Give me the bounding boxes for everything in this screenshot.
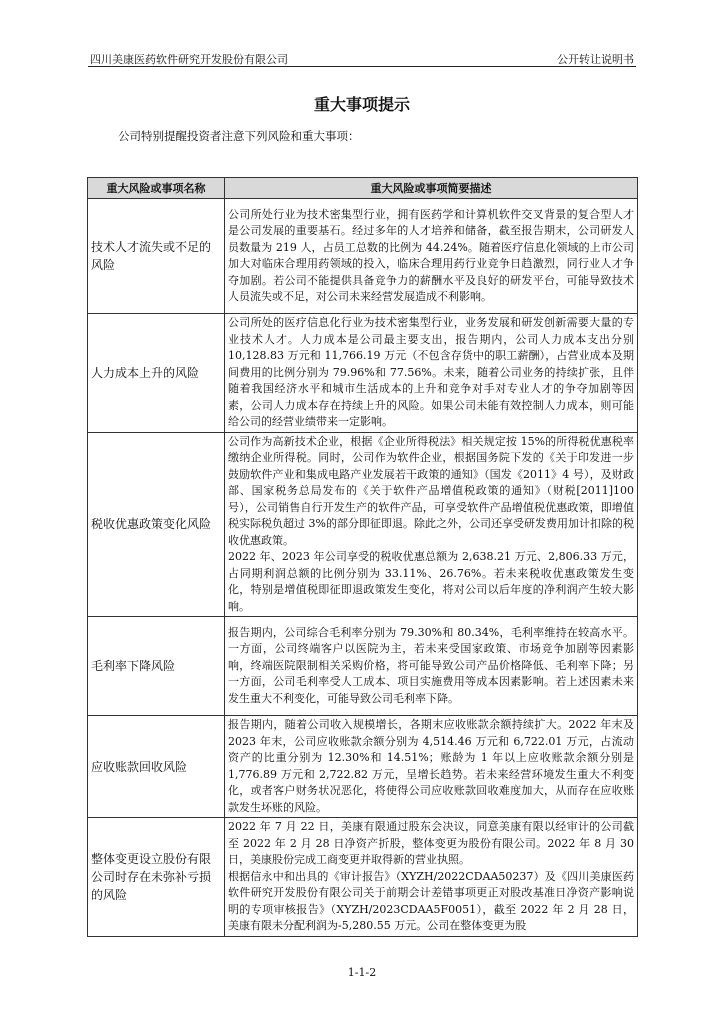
table-row [88, 314, 638, 433]
risk-desc [225, 818, 638, 937]
page-number: 1-1-2 [347, 966, 377, 979]
risk-desc-para-1: 2022 年 7 月 22 日，美康有限通过股东会决议，同意美康有限以经审计的公司截至 2022 年 2 月 28 日净资产折股，整体变更为股份有限公司。2022 年 8 月 30 日，美康股份完成工商变更并取得新的营业执照。 [228, 820, 634, 866]
risk-name: 毛利率下降风险 [88, 617, 225, 716]
header-doc-type: 公开转让说明书 [557, 53, 634, 66]
risk-name: 应收账款回收风险 [88, 716, 225, 818]
risk-desc: 公司所处的医疗信息化行业为技术密集型行业，业务发展和研发创新需要大量的专业技术人才。人力成本是公司最主要支出，报告期内，公司人力成本支出分别 10,128.83 万元和 11,766.19 万元（不包含存货中的职工薪酬），占营业成本及期间费用的比例分别为 79.96%和 77.56%。未来，随着公司业务的持续扩张，且伴随着我国经济水平和城市生活成本的上升和竞争对手对专业人才的争夺加剧等因素，公司人力成本存在持续上升的风险。如果公司未能有效控制人力成本，则可能给公司的经营业绩带来一定影响。 [225, 314, 638, 433]
table-row [88, 432, 638, 617]
risk-desc: 公司所处行业为技术密集型行业，拥有医药学和计算机软件交叉背景的复合型人才是公司发展的重要基石。经过多年的人才培养和储备，截至报告期末，公司研发人员数量为 219 人，占员工总数的比例为 44.24%。随着医疗信息化领域的上市公司加大对临床合理用药领域的投入，临床合理用药行业竞争日趋激烈，同行业人才争夺加剧。若公司不能提供具备竞争力的薪酬水平及良好的研发平台，可能导致技术人员流失或不足，对公司未来经营发展造成不利影响。 [225, 199, 638, 314]
table-row [88, 617, 638, 716]
table-row [88, 199, 638, 314]
risk-desc-para-2: 2022 年、2023 年公司享受的税收优惠总额为 2,638.21 万元、2,806.33 万元，占同期利润总额的比例分别为 33.11%、26.76%。若未来税收优惠政策发生变化，特别是增值税即征即退政策发生变化，将对公司以后年度的净利润产生较大影响。 [228, 550, 634, 613]
risk-desc [225, 432, 638, 617]
risk-name: 技术人才流失或不足的风险 [88, 199, 225, 314]
col-header-desc: 重大风险或事项简要描述 [225, 178, 638, 199]
col-header-name: 重大风险或事项名称 [88, 178, 225, 199]
risk-desc-para-2: 根据信永中和出具的《审计报告》（XYZH/2022CDAA50237）及《四川美康医药软件研究开发股份有限公司关于前期会计差错事项更正对股改基准日净资产影响说明的专项审核报告》（XYZH/2023CDAA5F0051），截至 2022 年 2 月 28 日，美康有限未分配利润为-5,280.55 万元。公司在整体变更为股 [228, 869, 634, 932]
intro-text: 公司特别提醒投资者注意下列风险和重大事项： [118, 129, 360, 143]
risk-table [87, 177, 638, 937]
page-header [88, 50, 636, 67]
table-header-row [88, 178, 638, 199]
risk-name: 整体变更设立股份有限公司时存在未弥补亏损的风险 [88, 818, 225, 937]
header-company: 四川美康医药软件研究开发股份有限公司 [90, 53, 288, 66]
table-row [88, 818, 638, 937]
risk-desc-para-1: 公司作为高新技术企业，根据《企业所得税法》相关规定按 15%的所得税优惠税率缴纳企业所得税。同时，公司作为软件企业，根据国务院下发的《关于印发进一步鼓励软件产业和集成电路产业发展若干政策的通知》（国发《2011》4 号），及财政部、国家税务总局发布的《关于软件产品增值税政策的通知》（财税[2011]100 号），公司销售自行开发生产的软件产品，可享受软件产品增值税优惠政策，即增值税实际税负超过 3%的部分即征即退。除此之外，公司还享受研发费用加计扣除的税收优惠政策。 [228, 434, 634, 547]
risk-desc: 报告期内，随着公司收入规模增长，各期末应收账款余额持续扩大。2022 年末及 2023 年末，公司应收账款余额分别为 4,514.46 万元和 6,722.01 万元，占流动资产的比重分别为 12.30%和 14.51%；账龄为 1 年以上应收账款余额分别是 1,776.89 万元和 2,722.82 万元，呈增长趋势。若未来经营环境发生重大不利变化，或者客户财务状况恶化，将使得公司应收账款回收难度加大，从而存在应收账款发生坏账的风险。 [225, 716, 638, 818]
risk-desc: 报告期内，公司综合毛利率分别为 79.30%和 80.34%，毛利率维持在较高水平。一方面，公司终端客户以医院为主，若未来受国家政策、市场竞争加剧等因素影响，终端医院限制相关采购价格，将可能导致公司产品价格降低、毛利率下降；另一方面，公司毛利率受人工成本、项目实施费用等成本因素影响。若上述因素未来发生重大不利变化，可能导致公司毛利率下降。 [225, 617, 638, 716]
risk-name: 人力成本上升的风险 [88, 314, 225, 433]
risk-name: 税收优惠政策变化风险 [88, 432, 225, 617]
page-title: 重大事项提示 [313, 95, 410, 114]
table-row [88, 716, 638, 818]
